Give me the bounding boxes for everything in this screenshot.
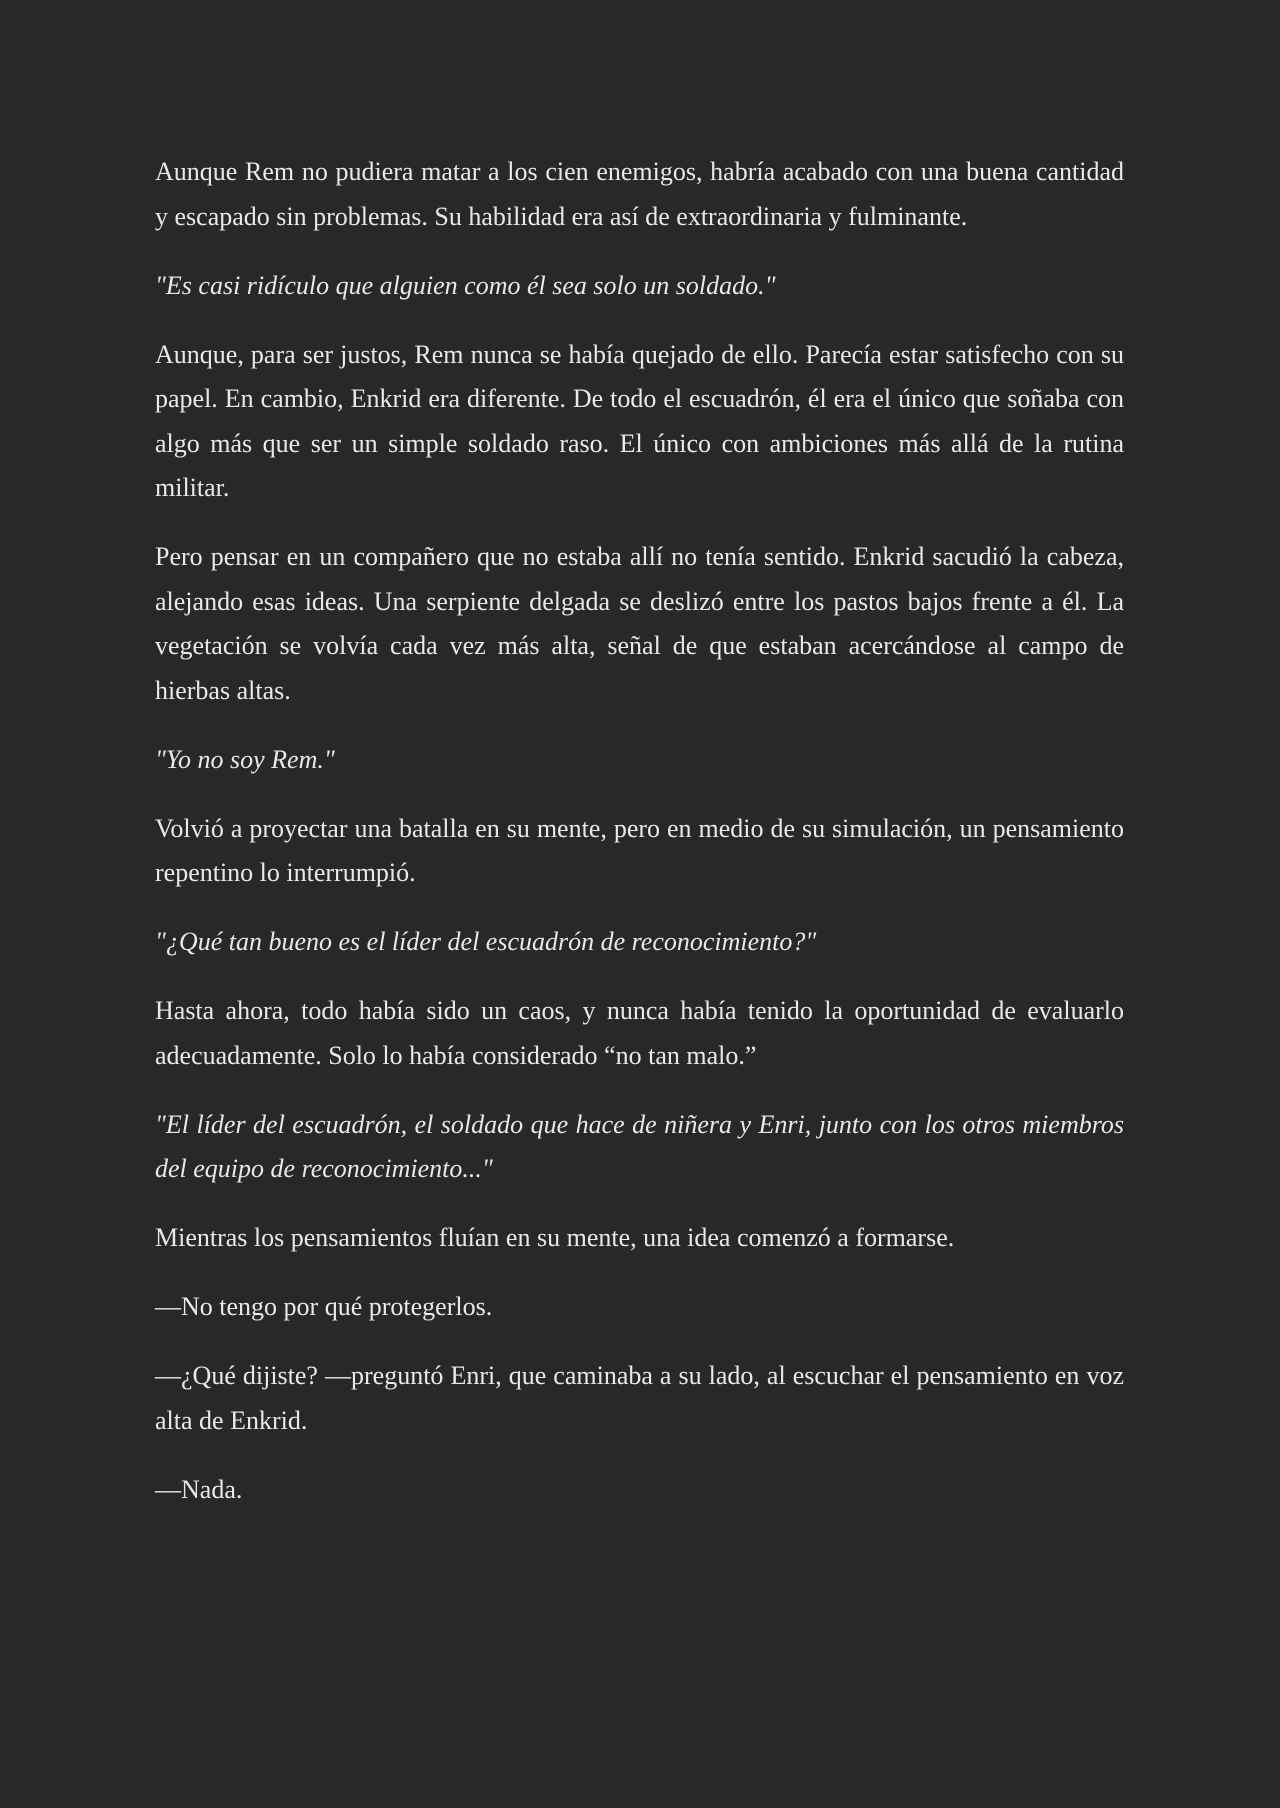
paragraph-9-thought: "El líder del escuadrón, el soldado que hace de niñera y Enri, junto con los otros miembros del equipo de reconocimiento..." [155,1109,1124,1183]
document-body [155,150,1124,1537]
paragraph-6: Volvió a proyectar una batalla en su mente, pero en medio de su simulación, un pensamiento repentino lo interrumpió. [155,813,1124,887]
paragraph-7-thought: "¿Qué tan bueno es el líder del escuadrón de reconocimiento?" [155,927,817,956]
paragraph-1: Aunque Rem no pudiera matar a los cien enemigos, habría acabado con una buena cantidad y escapado sin problemas. Su habilidad era así de extraordinaria y fulminante. [155,157,1124,231]
paragraph-12-dialogue: —¿Qué dijiste? —preguntó Enri, que caminaba a su lado, al escuchar el pensamiento en voz alta de Enkrid. [155,1361,1124,1435]
paragraph-4: Pero pensar en un compañero que no estaba allí no tenía sentido. Enkrid sacudió la cabeza, alejando esas ideas. Una serpiente delgada se deslizó entre los pastos bajos frente a él. La vegetación se volvía cada vez más alta, señal de que estaban acercándose al campo de hierbas altas. [155,542,1124,705]
paragraph-2-thought: "Es casi ridículo que alguien como él sea solo un soldado." [155,270,776,300]
paragraph-13-dialogue: —Nada. [155,1474,243,1504]
paragraph-8: Hasta ahora, todo había sido un caos, y nunca había tenido la oportunidad de evaluarlo adecuadamente. Solo lo había considerado “no tan malo.” [155,996,1124,1070]
paragraph-5-thought: "Yo no soy Rem." [155,744,335,774]
paragraph-3: Aunque, para ser justos, Rem nunca se había quejado de ello. Parecía estar satisfecho con su papel. En cambio, Enkrid era diferente. De todo el escuadrón, él era el único que soñaba con algo más que ser un simple soldado raso. El único con ambiciones más allá de la rutina militar. [155,339,1124,502]
paragraph-10: Mientras los pensamientos fluían en su mente, una idea comenzó a formarse. [155,1223,955,1252]
paragraph-11-dialogue: —No tengo por qué protegerlos. [155,1292,493,1321]
